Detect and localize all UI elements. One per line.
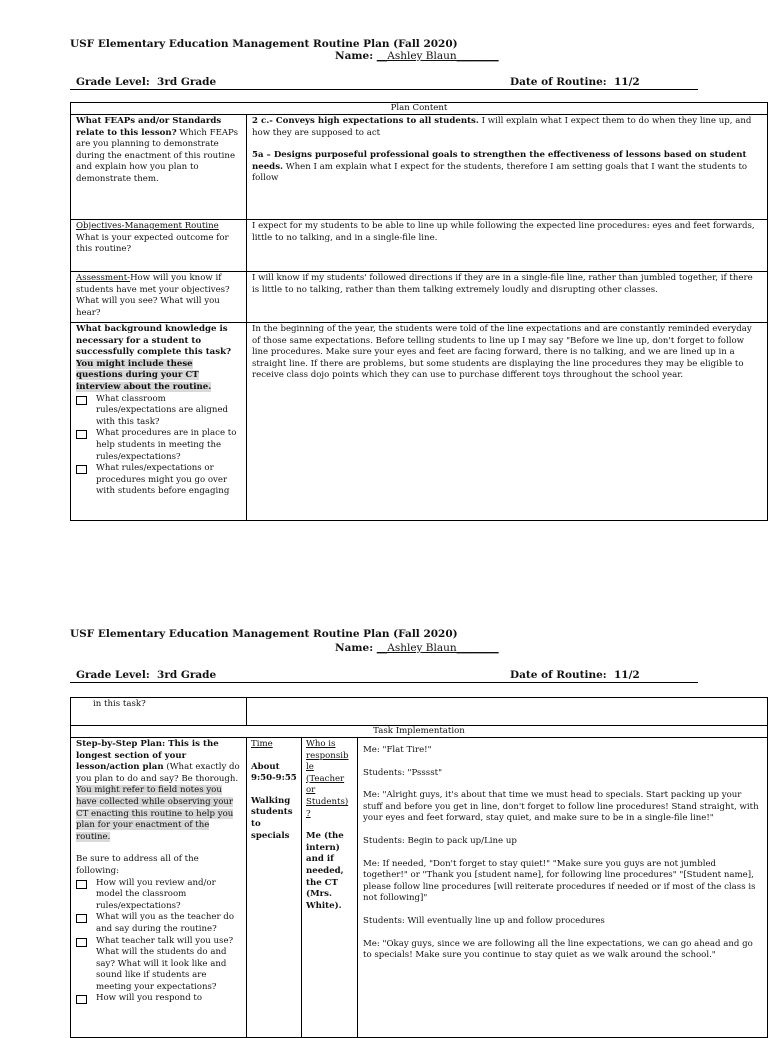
time-activity: Walking students to specials [251,795,293,841]
who-header-line: Students) [306,796,349,807]
date-of-routine [510,669,640,681]
task-implementation-table [70,697,768,1038]
checkbox-icon [76,396,87,405]
script-line: Me: "Okay guys, since we are following all the line expectations, we can go ahead and go to specials! Make sure you continue to stay quiet as we walk around the school." [363,938,753,961]
date-value: 11/2 [613,669,640,681]
who-header-line: (Teacher [306,773,345,784]
table-title: Plan Content [71,103,768,115]
script-line: Me: "Flat Tire!" [363,745,432,755]
assessment-question [71,272,247,323]
checklist-item-text: How will you respond to [96,993,203,1004]
feaps-answer [247,115,768,220]
assessment-label: Assessment- [76,273,131,283]
name-label: Name: [335,642,374,654]
checklist-item [76,463,241,498]
who-header-line: Who is [306,739,336,749]
script-column [358,738,768,1038]
divider [70,682,698,683]
address-instruction: Be sure to address all of the following: [76,854,199,876]
continued-answer [247,698,768,726]
assessment-answer: I will know if my students' followed directions if they are in a single-file line, rather than jumbled together, if there is little to no talking, rather than them talking extremely loudly and disrupting other classes. [247,272,768,323]
feaps-question [71,115,247,220]
script-line: Me: "Alright guys, it's about that time we must head to specials. Start packing up your stuff and before you get in line, don't forget to follow line procedures! Stand straight, with your eyes and feet forward, stay quiet, and make sure to be in a single-file line!" [363,790,759,824]
objectives-label: Objectives-Management Routine [76,221,219,231]
feap-5a-text: When I am explain what I expect for the students, therefore I am setting goals that I want the students to follow [252,161,748,184]
feap-2c: 2 c.- Conveys high expectations to all students. [252,116,479,126]
checklist-item-text: What procedures are in place to help students in meeting the rules/expectations? [96,428,237,462]
step-prompt-bold: Step-by-Step Plan: This is the longest section of your lesson/action plan [76,739,219,773]
script-line: Me: If needed, "Don't forget to stay quiet!" "Make sure you guys are not jumbled together!" or "Thank you [student name], for following line procedures" "[Student name], please follow line procedures [will reiterate procedures if needed or if most of the class is not following]" [363,858,756,904]
checkbox-icon [76,430,87,439]
script-line: Students: "Psssst" [363,767,443,778]
who-header-line: responsib [306,750,349,761]
step-by-step-question [71,738,247,1038]
time-value: About 9:50-9:55 [251,761,297,784]
date-label: Date of Routine: [510,76,607,88]
date-label: Date of Routine: [510,669,607,681]
objectives-prompt: What is your expected outcome for this routine? [76,232,229,255]
checkbox-icon [76,995,87,1004]
name-line [335,50,499,62]
script-line: Students: Will eventually line up and follow procedures [363,915,605,926]
checklist-item [76,936,241,994]
grade-value: 3rd Grade [157,669,217,681]
checklist-item-text: What classroom rules/expectations are aligned with this task? [96,393,229,427]
name-value: __Ashley Blaun________ [376,50,499,62]
name-line [335,642,499,654]
background-answer: In the beginning of the year, the students were told of the line expectations and are constantly reminded everyday of those same expectations. Before telling students to line up I may say "Before we line up, don't forget to follow line procedures. Make sure your eyes and feet are facing forward, there is no talking, and we are lined up in a straight line. If there are problems, but some students are displaying the line procedures they may be eligible to receive class dojo points which they can use to purchase different toys throughout the school year. [247,323,768,521]
objectives-answer: I expect for my students to be able to line up while following the expected line procedures: eyes and feet forwards, little to no talking, and in a single-file line. [247,220,768,272]
who-header-line: ? [306,808,311,819]
continued-text: in this task? [71,698,247,726]
checklist-item [76,428,241,463]
feap-5a: 5a – Designs purposeful professional goals to strengthen the effectiveness of lessons based on student needs. [252,150,747,172]
background-prompt: What background knowledge is necessary for a student to successfully complete this task? [76,324,232,358]
divider [70,89,698,90]
assessment-prompt: How will you know if students have met your objectives? What will you see? What will you hear? [76,273,230,318]
time-column [247,738,302,1038]
grade-level [76,669,216,681]
plan-content-table [70,102,768,521]
step-prompt-rest: (What exactly do you plan to do and say? Be thorough. [76,762,240,784]
checklist-item-text: What teacher talk will you use? What will the students do and say? What will it look like and sound like if students are meeting your expectations? [96,935,234,992]
checkbox-icon [76,880,87,889]
background-question [71,323,247,521]
checklist-item-text: How will you review and/or model the classroom rules/expectations? [96,877,216,911]
checklist-item [76,912,241,935]
checklist-item [76,878,241,913]
who-value: Me (the intern) and if needed, the CT (Mrs. White). [306,831,344,911]
name-label: Name: [335,50,374,62]
grade-label: Grade Level: [76,76,150,88]
document-title: USF Elementary Education Management Routine Plan (Fall 2020) [70,38,458,50]
date-value: 11/2 [613,76,640,88]
who-header-line: or [306,785,316,796]
document-title: USF Elementary Education Management Routine Plan (Fall 2020) [70,628,458,640]
objectives-question [71,220,247,272]
feaps-question-rest: Which FEAPs are you planning to demonstrate during the enactment of this routine and explain how you plan to demonstrate them. [76,127,239,184]
background-highlight: You might include these questions during your CT interview about the routine. [76,358,212,392]
who-header [306,739,353,820]
checklist-item-text: What will you as the teacher do and say during the routine? [96,912,234,934]
feap-2c-text: I will explain what I expect them to do when they line up, and how they are supposed to act [252,116,752,138]
checkbox-icon [76,914,87,923]
time-header: Time [251,739,273,749]
grade-value: 3rd Grade [157,76,217,88]
grade-level [76,76,216,88]
who-column [302,738,358,1038]
grade-label: Grade Level: [76,669,150,681]
who-header-line: le [306,762,314,773]
checkbox-icon [76,938,87,947]
checklist-item-text: What rules/expectations or procedures might you go over with students before engaging [96,463,230,497]
step-prompt-highlight: You might refer to field notes you have collected while observing your CT enacting this routine to help you plan for your enactment of the routine. [76,785,234,842]
name-value: __Ashley Blaun________ [376,642,499,654]
checklist-item [76,993,241,1005]
checkbox-icon [76,465,87,474]
script-line: Students: Begin to pack up/Line up [363,835,517,846]
table-title: Task Implementation [71,726,768,738]
feaps-question-bold: What FEAPs and/or Standards relate to this lesson? [76,116,222,138]
date-of-routine [510,76,640,88]
checklist-item [76,394,241,429]
